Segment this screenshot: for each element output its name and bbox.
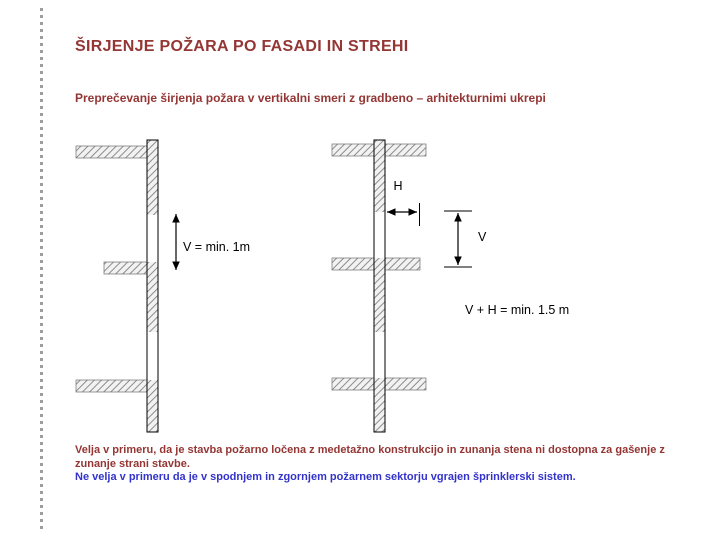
label-v-min: V = min. 1m bbox=[183, 240, 251, 254]
dimension-v-left bbox=[176, 214, 250, 270]
floor-slab bbox=[76, 380, 148, 392]
wall-hatched-segment bbox=[374, 140, 385, 212]
label-v: V bbox=[478, 230, 487, 244]
left-facade-section bbox=[76, 140, 158, 432]
floor-slab bbox=[76, 146, 148, 158]
wall-hatched-segment bbox=[147, 380, 158, 432]
slide-subtitle: Preprečevanje širjenja požara v vertikalni smeri z gradbeno – arhitekturnimi ukrepi bbox=[75, 91, 546, 105]
wall-hatched-segment bbox=[147, 262, 158, 332]
footer-note-exception: Ne velja v primeru da je v spodnjem in zgornjem požarnem sektorju vgrajen šprinklerski sistem. bbox=[75, 471, 576, 483]
floor-slab bbox=[104, 262, 148, 274]
wall-hatched-segment bbox=[374, 258, 385, 332]
dimension-v-right bbox=[444, 211, 487, 267]
slide-title: ŠIRJENJE POŽARA PO FASADI IN STREHI bbox=[75, 38, 409, 55]
wall-hatched-segment bbox=[147, 140, 158, 215]
wall-hatched-segment bbox=[374, 378, 385, 432]
right-facade-section bbox=[332, 140, 426, 432]
label-formula: V + H = min. 1.5 m bbox=[465, 303, 570, 317]
label-h: H bbox=[393, 179, 403, 193]
footer-notes bbox=[75, 444, 671, 485]
footer-note-valid: Velja v primeru, da je stavba požarno ločena z medetažno konstrukcijo in zunanja stena ni dostopna za gašenje z zunanje strani stavbe. bbox=[75, 444, 665, 470]
dimension-h bbox=[387, 179, 420, 226]
